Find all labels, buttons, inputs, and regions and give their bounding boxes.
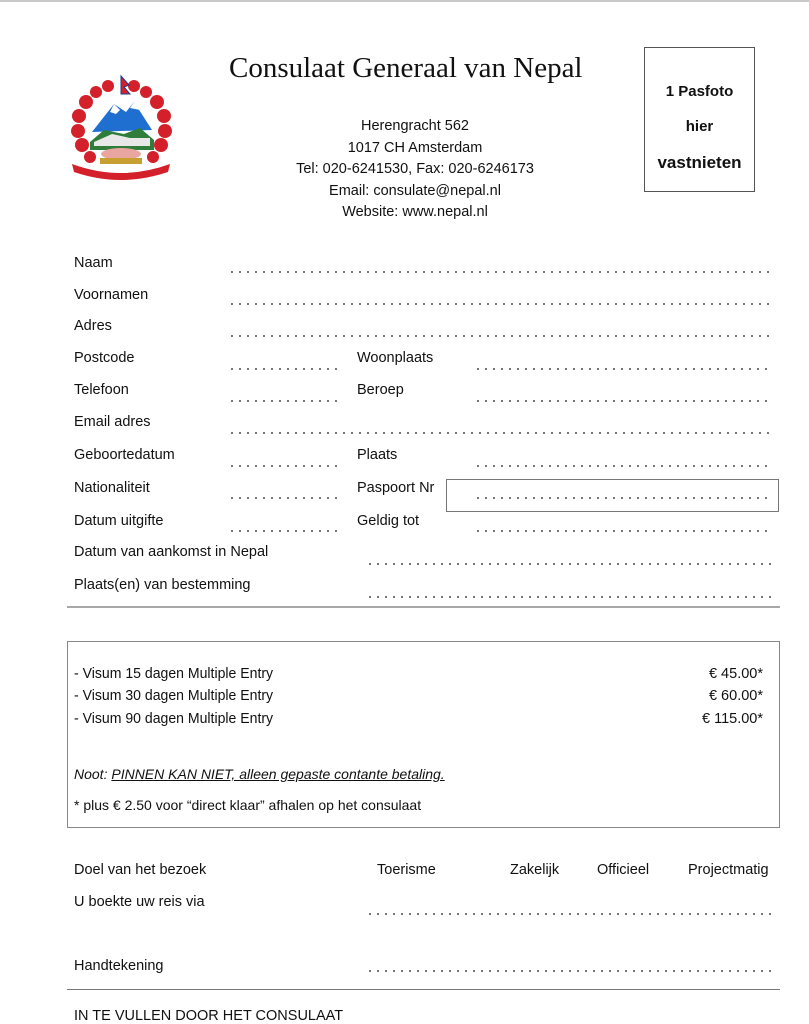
address-street: Herengracht 562 (360, 118, 469, 134)
field-aankomst[interactable] (366, 563, 771, 565)
field-datum-uitgifte[interactable] (228, 530, 340, 532)
field-nationaliteit[interactable] (228, 497, 340, 499)
label-paspoort: Paspoort Nr (357, 480, 435, 496)
label-bestemming: Plaats(en) van bestemming (74, 577, 251, 593)
consulate-title: Consulaat Generaal van Nepal (229, 52, 583, 84)
label-geboortedatum: Geboortedatum (74, 447, 175, 463)
option-projectmatig[interactable]: Projectmatig (688, 862, 769, 878)
label-voornamen: Voornamen (74, 287, 149, 303)
field-geboortedatum[interactable] (228, 465, 340, 467)
page-top-border (0, 0, 809, 2)
option-toerisme[interactable]: Toerisme (377, 862, 436, 878)
option-officieel[interactable]: Officieel (597, 862, 650, 878)
label-woonplaats: Woonplaats (357, 350, 434, 366)
fee-item-price: € 60.00* (708, 688, 763, 704)
label-doel: Doel van het bezoek (74, 862, 207, 878)
consulate-address (270, 116, 560, 224)
label-telefoon: Telefoon (74, 382, 129, 398)
address-city: 1017 CH Amsterdam (347, 139, 483, 156)
label-nationaliteit: Nationaliteit (74, 480, 150, 496)
label-datum-uitgifte: Datum uitgifte (74, 513, 164, 529)
label-naam: Naam (74, 255, 113, 271)
field-adres[interactable] (228, 335, 771, 337)
label-boekte: U boekte uw reis via (74, 894, 205, 910)
passport-photo-box (644, 47, 755, 192)
payment-note-text: PINNEN KAN NIET, alleen gepaste contante betaling. (111, 766, 445, 782)
address-phone-fax: Tel: 020-6241530, Fax: 020-6246173 (296, 161, 534, 177)
field-woonplaats[interactable] (474, 368, 771, 370)
footer-divider (67, 989, 780, 990)
label-aankomst: Datum van aankomst in Nepal (74, 544, 269, 560)
fee-item-price: € 115.00* (701, 711, 763, 727)
payment-note-prefix: Noot: (74, 766, 112, 782)
field-beroep[interactable] (474, 400, 771, 402)
field-handtekening[interactable] (366, 970, 771, 972)
field-plaats[interactable] (474, 465, 771, 467)
label-postcode: Postcode (74, 350, 135, 366)
field-postcode[interactable] (228, 368, 340, 370)
paspoort-box[interactable] (446, 479, 779, 512)
field-naam[interactable] (228, 271, 771, 273)
label-plaats: Plaats (357, 447, 398, 463)
photo-box-line2: hier (685, 118, 714, 135)
field-bestemming[interactable] (366, 596, 771, 598)
label-email: Email adres (74, 414, 151, 430)
field-geldig-tot[interactable] (474, 530, 771, 532)
photo-box-line1: 1 Pasfoto (665, 83, 734, 100)
field-voornamen[interactable] (228, 303, 771, 305)
label-handtekening: Handtekening (74, 958, 164, 974)
fee-item-label: - Visum 90 dagen Multiple Entry (74, 711, 274, 727)
photo-box-line3: vastnieten (657, 153, 742, 172)
payment-note (74, 766, 445, 782)
label-adres: Adres (74, 318, 112, 334)
field-telefoon[interactable] (228, 400, 340, 402)
fee-item-price: € 45.00* (708, 666, 763, 682)
option-zakelijk[interactable]: Zakelijk (510, 862, 560, 878)
fee-footnote: * plus € 2.50 voor “direct klaar” afhalen op het consulaat (74, 797, 422, 813)
section-divider (67, 606, 780, 608)
consulate-section-heading: IN TE VULLEN DOOR HET CONSULAAT (74, 1008, 344, 1024)
address-website: Website: www.nepal.nl (342, 204, 488, 220)
nepal-emblem-logo (64, 72, 179, 182)
field-email[interactable] (228, 432, 771, 434)
label-beroep: Beroep (357, 382, 404, 398)
field-boekte[interactable] (366, 913, 771, 915)
fee-item-label: - Visum 15 dagen Multiple Entry (74, 666, 274, 682)
fee-item-label: - Visum 30 dagen Multiple Entry (74, 688, 274, 704)
address-email: Email: consulate@nepal.nl (329, 182, 501, 199)
field-paspoort[interactable] (474, 497, 771, 499)
label-geldig-tot: Geldig tot (357, 513, 420, 529)
